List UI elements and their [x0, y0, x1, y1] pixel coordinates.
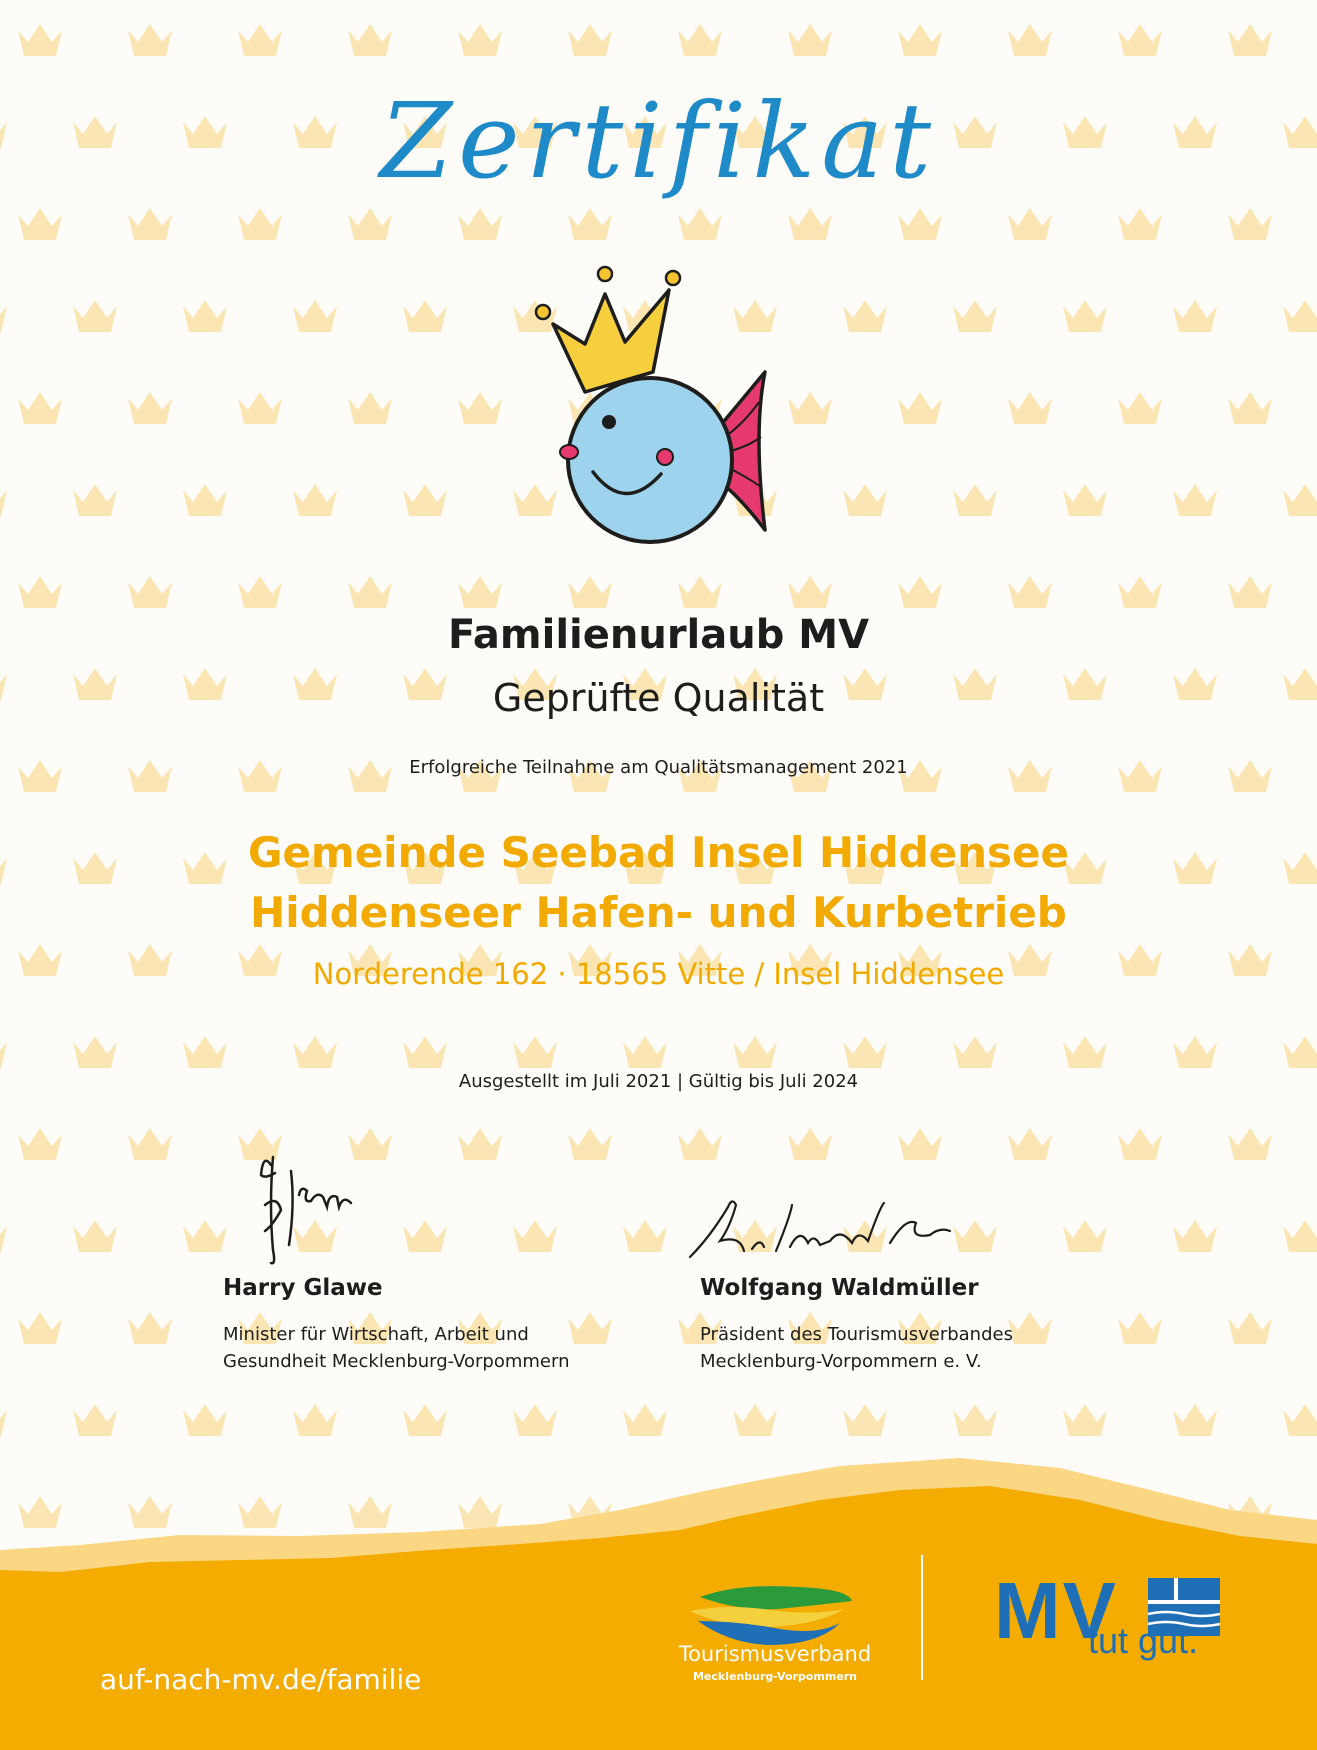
crown-icon	[403, 1036, 447, 1068]
crown-icon	[1228, 1128, 1272, 1160]
crown-icon	[73, 1220, 117, 1252]
crown-icon	[0, 484, 7, 516]
crown-icon	[183, 484, 227, 516]
crown-icon	[458, 208, 502, 240]
crown-icon	[568, 1128, 612, 1160]
crown-icon	[788, 392, 832, 424]
footer-band	[0, 1440, 1317, 1750]
crown-icon	[1228, 1312, 1272, 1344]
crown-icon	[568, 1312, 612, 1344]
mv-logo-slogan: tut gut.	[1088, 1620, 1199, 1661]
footer-url-link[interactable]: auf-nach-mv.de/familie	[100, 1663, 422, 1696]
crown-icon	[1063, 1404, 1107, 1436]
crown-icon	[678, 24, 722, 56]
crown-icon	[788, 1128, 832, 1160]
crown-icon	[843, 484, 887, 516]
crown-icon	[18, 1312, 62, 1344]
crown-icon	[953, 1036, 997, 1068]
crown-icon	[623, 1220, 667, 1252]
crown-icon	[0, 300, 7, 332]
crown-icon	[1118, 208, 1162, 240]
crown-icon	[18, 208, 62, 240]
crown-icon	[843, 1404, 887, 1436]
crown-icon	[128, 1312, 172, 1344]
crown-icon	[953, 1404, 997, 1436]
crown-icon	[1063, 484, 1107, 516]
crown-icon	[898, 1128, 942, 1160]
crown-icon	[568, 208, 612, 240]
crown-icon	[73, 1404, 117, 1436]
crown-icon	[0, 1036, 7, 1068]
crown-icon	[73, 484, 117, 516]
crown-icon	[73, 1036, 117, 1068]
crown-icon	[1008, 1128, 1052, 1160]
crown-icon	[403, 484, 447, 516]
crown-icon	[1173, 484, 1217, 516]
signature-waldmueller	[680, 1177, 970, 1267]
crown-icon	[788, 208, 832, 240]
crown-icon	[1118, 576, 1162, 608]
crown-icon	[953, 300, 997, 332]
crown-icon	[0, 1220, 7, 1252]
organization-address: Norderende 162 · 18565 Vitte / Insel Hiddensee	[312, 957, 1005, 991]
crown-icon	[1173, 1220, 1217, 1252]
crown-icon	[238, 208, 282, 240]
crown-icon	[128, 24, 172, 56]
crown-icon	[898, 392, 942, 424]
crown-icon	[568, 24, 612, 56]
crown-icon	[843, 300, 887, 332]
crown-icon	[348, 392, 392, 424]
crown-icon	[1283, 1404, 1317, 1436]
crown-icon	[183, 1404, 227, 1436]
crowned-fish-icon	[525, 262, 785, 562]
crown-icon	[1008, 208, 1052, 240]
wave-logo-icon	[668, 1575, 888, 1685]
crown-icon	[128, 392, 172, 424]
crown-icon	[183, 1220, 227, 1252]
crown-icon	[18, 392, 62, 424]
crown-icon	[733, 1404, 777, 1436]
crown-icon	[568, 576, 612, 608]
crown-icon	[733, 1036, 777, 1068]
crown-icon	[898, 576, 942, 608]
crown-icon	[1283, 484, 1317, 516]
crown-icon	[1173, 1404, 1217, 1436]
crown-icon	[238, 392, 282, 424]
crown-icon	[458, 24, 502, 56]
crown-icon	[18, 576, 62, 608]
crown-icon	[1118, 392, 1162, 424]
participation-note: Erfolgreiche Teilnahme am Qualitätsmanagement 2021	[409, 757, 908, 778]
crown-icon	[1173, 300, 1217, 332]
crown-icon	[458, 1128, 502, 1160]
crown-icon	[18, 1128, 62, 1160]
crown-icon	[1173, 1036, 1217, 1068]
organization-subname: Hiddenseer Hafen- und Kurbetrieb	[250, 888, 1067, 937]
signatory-name: Wolfgang Waldmüller	[700, 1275, 979, 1301]
crown-icon	[1283, 1036, 1317, 1068]
crown-icon	[348, 208, 392, 240]
crown-icon	[1008, 24, 1052, 56]
crown-icon	[183, 300, 227, 332]
crown-icon	[1008, 392, 1052, 424]
organization-name: Gemeinde Seebad Insel Hiddensee	[247, 828, 1070, 877]
certificate-title: Zertifikat	[379, 80, 938, 202]
crown-icon	[1228, 576, 1272, 608]
crown-icon	[1008, 576, 1052, 608]
crown-icon	[128, 1128, 172, 1160]
crown-icon	[348, 576, 392, 608]
crown-icon	[898, 24, 942, 56]
signatory-role: Minister für Wirtschaft, Arbeit und Gesundheit Mecklenburg-Vorpommern	[223, 1324, 570, 1372]
crown-icon	[1118, 1128, 1162, 1160]
crown-icon	[403, 1404, 447, 1436]
crown-icon	[678, 576, 722, 608]
crown-icon	[953, 484, 997, 516]
crown-icon	[73, 300, 117, 332]
crown-icon	[788, 24, 832, 56]
mv-logo-letters: MV	[994, 1566, 1118, 1655]
crown-icon	[293, 484, 337, 516]
tourism-association-region: Mecklenburg-Vorpommern	[692, 1670, 858, 1683]
crown-icon	[458, 392, 502, 424]
crown-icon	[128, 208, 172, 240]
footer-divider	[921, 1555, 923, 1680]
crown-icon	[1283, 300, 1317, 332]
signature-glawe	[243, 1145, 373, 1275]
crown-icon	[293, 1404, 337, 1436]
crown-icon	[1228, 208, 1272, 240]
program-subtitle: Geprüfte Qualität	[492, 676, 825, 720]
crown-icon	[623, 1036, 667, 1068]
validity-period: Ausgestellt im Juli 2021 | Gültig bis Juli 2024	[458, 1071, 859, 1092]
crown-icon	[403, 1220, 447, 1252]
crown-icon	[513, 1404, 557, 1436]
crown-icon	[1063, 300, 1107, 332]
crown-icon	[183, 1036, 227, 1068]
tourism-association-name: Tourismusverband	[678, 1642, 872, 1666]
crown-icon	[1283, 1220, 1317, 1252]
crown-icon	[1063, 1036, 1107, 1068]
crown-icon	[1063, 1220, 1107, 1252]
crown-icon	[843, 1036, 887, 1068]
crown-icon	[513, 1036, 557, 1068]
crown-icon	[293, 300, 337, 332]
crown-icon	[513, 1220, 557, 1252]
crown-icon	[18, 24, 62, 56]
crown-icon	[238, 24, 282, 56]
crown-icon	[128, 576, 172, 608]
crown-icon	[293, 1036, 337, 1068]
crown-icon	[623, 1404, 667, 1436]
crown-icon	[1118, 1312, 1162, 1344]
signatory-name: Harry Glawe	[223, 1275, 383, 1301]
crown-icon	[1118, 24, 1162, 56]
crown-icon	[898, 208, 942, 240]
program-name: Familienurlaub MV	[447, 612, 870, 658]
crown-icon	[1008, 1312, 1052, 1344]
crown-icon	[458, 576, 502, 608]
crown-icon	[1228, 392, 1272, 424]
crown-icon	[788, 576, 832, 608]
crown-icon	[348, 24, 392, 56]
crown-icon	[0, 1404, 7, 1436]
crown-icon	[1228, 24, 1272, 56]
crown-icon	[678, 208, 722, 240]
crown-icon	[238, 576, 282, 608]
crown-icon	[678, 1128, 722, 1160]
crown-icon	[403, 300, 447, 332]
signatory-role: Präsident des Tourismusverbandes Mecklenburg-Vorpommern e. V.	[700, 1324, 1013, 1372]
